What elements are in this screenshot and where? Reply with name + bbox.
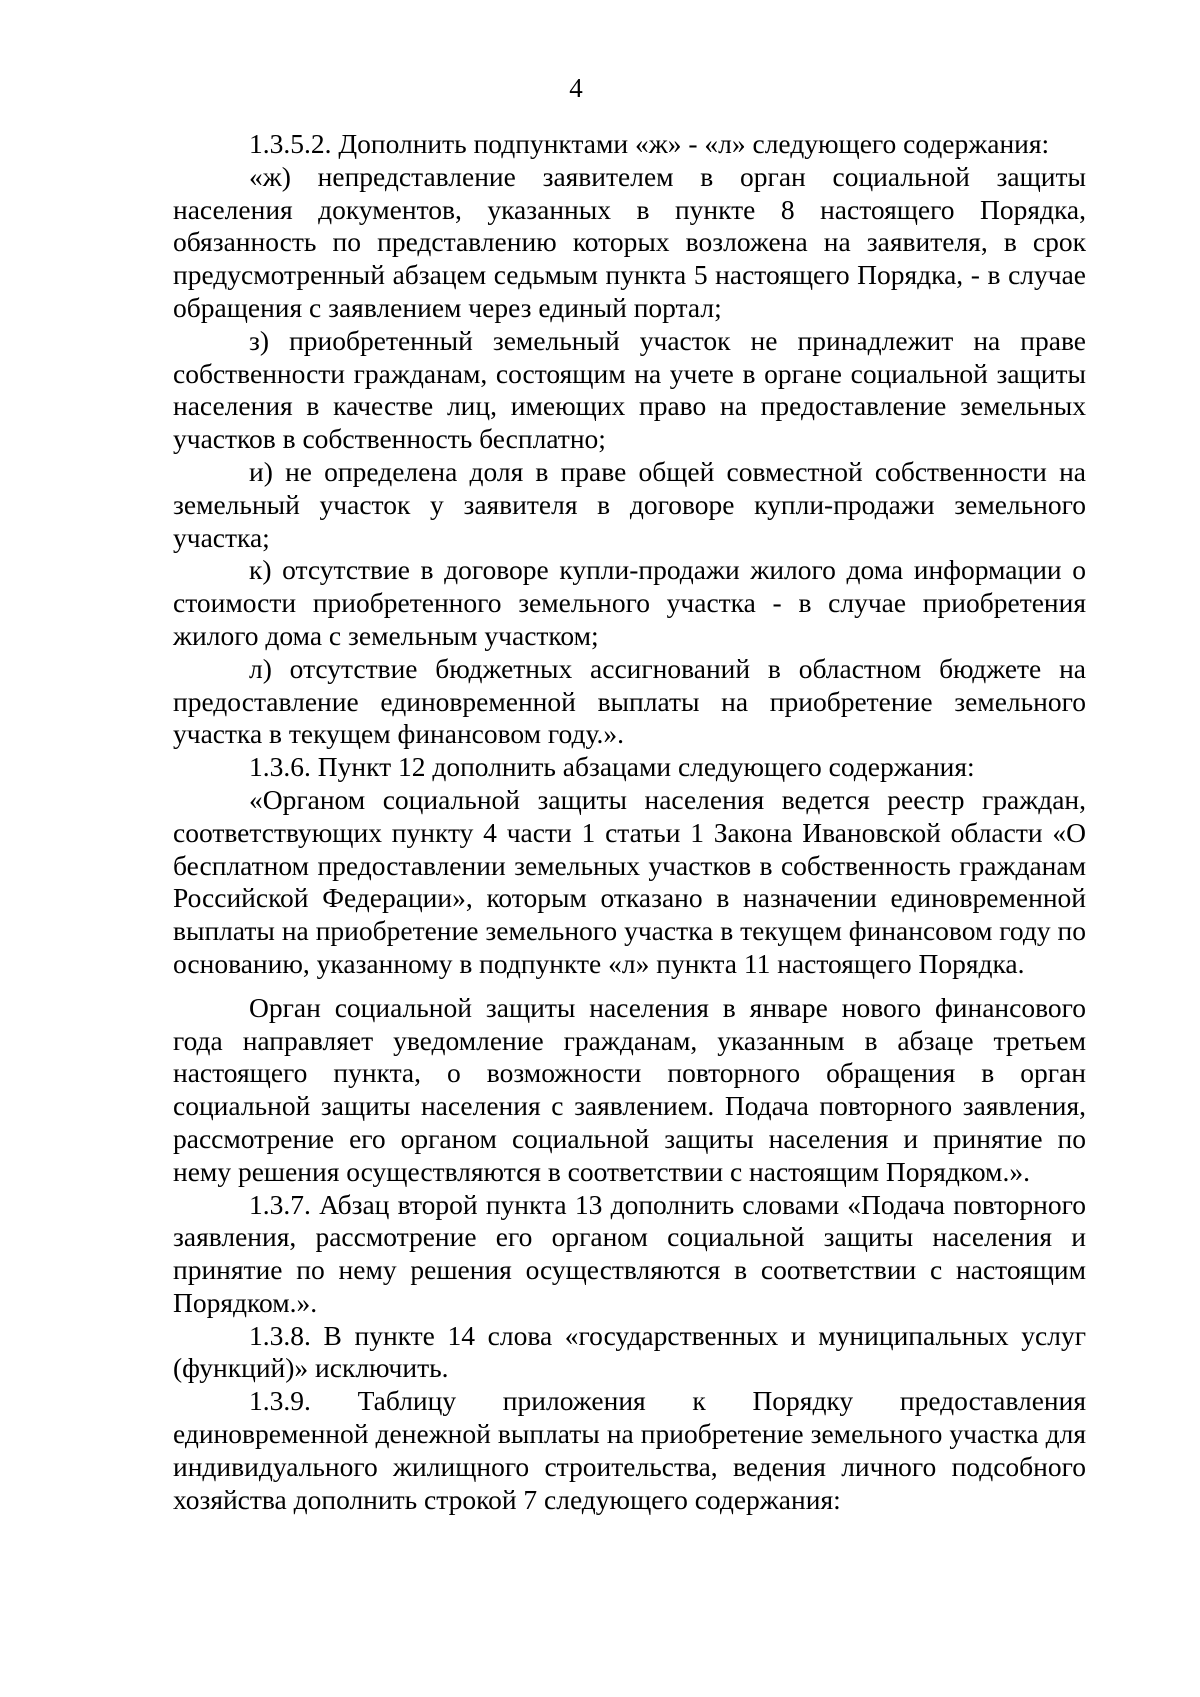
paragraph-1-3-6: 1.3.6. Пункт 12 дополнить абзацами следующего содержания: (249, 751, 975, 783)
paragraph-subitem-z: з) приобретенный земельный участок не принадлежит на праве собственности гражданам, состоящим на учете в органе социальной защиты населения в качестве лиц, имеющих право на предоставление земельных участков в собственность бесплатно; (173, 324, 1086, 455)
paragraph-1-3-9: 1.3.9. Таблицу приложения к Порядку предоставления единовременной денежной выплаты на приобретение земельного участка для индивидуального жилищного строительства, ведения личного подсобного хозяйства дополнить строкой 7 следующего содержания: (173, 1385, 1086, 1515)
paragraph-subitem-k: к) отсутствие в договоре купли-продажи жилого дома информации о стоимости приобретенного земельного участка - в случае приобретения жилого дома с земельным участком; (173, 554, 1086, 651)
paragraph-1-3-5-2: 1.3.5.2. Дополнить подпунктами «ж» - «л» следующего содержания: (249, 128, 1050, 159)
paragraph-registry: «Органом социальной защиты населения ведется реестр граждан, соответствующих пункту 4 части 1 статьи 1 Закона Ивановской области «О бесплатном предоставлении земельных участков в собственность гражданам Российской Федерации», которым отказано в назначении единовременной выплаты на приобретение земельного участка в текущем финансовом году по основанию, указанному в подпункте «л» пункта 11 настоящего Порядка. (173, 783, 1086, 979)
paragraph-1-3-7: 1.3.7. Абзац второй пункта 13 дополнить словами «Подача повторного заявления, рассмотрение его органом социальной защиты населения и принятие по нему решения осуществляются в соответствии с настоящим Порядком.». (173, 1188, 1086, 1318)
paragraph-subitem-i: и) не определена доля в праве общей совместной собственности на земельный участок у заявителя в договоре купли-продажи земельного участка; (173, 455, 1086, 553)
paragraph-1-3-8: 1.3.8. В пункте 14 слова «государственных и муниципальных услуг (функций)» исключить. (173, 1319, 1086, 1384)
paragraph-subitem-l: л) отсутствие бюджетных ассигнований в областном бюджете на предоставление единовременной выплаты на приобретение земельного участка в текущем финансовом году.». (173, 652, 1086, 750)
paragraph-notification: Орган социальной защиты населения в январе нового финансового года направляет уведомление гражданам, указанным в абзаце третьем настоящего пункта, о возможности повторного обращения в орган социальной защиты населения с заявлением. Подача повторного заявления, рассмотрение его органом социальной защиты населения и принятие по нему решения осуществляются в соответствии с настоящим Порядком.». (173, 991, 1086, 1187)
page-number: 4 (569, 73, 583, 103)
paragraph-subitem-zh: «ж) непредставление заявителем в орган социальной защиты населения документов, указанных в пункте 8 настоящего Порядка, обязанность по представлению которых возложена на заявителя, в срок предусмотренный абзацем седьмым пункта 5 настоящего Порядка, - в случае обращения с заявлением через единый портал; (173, 160, 1086, 323)
document-body (173, 128, 1086, 1516)
